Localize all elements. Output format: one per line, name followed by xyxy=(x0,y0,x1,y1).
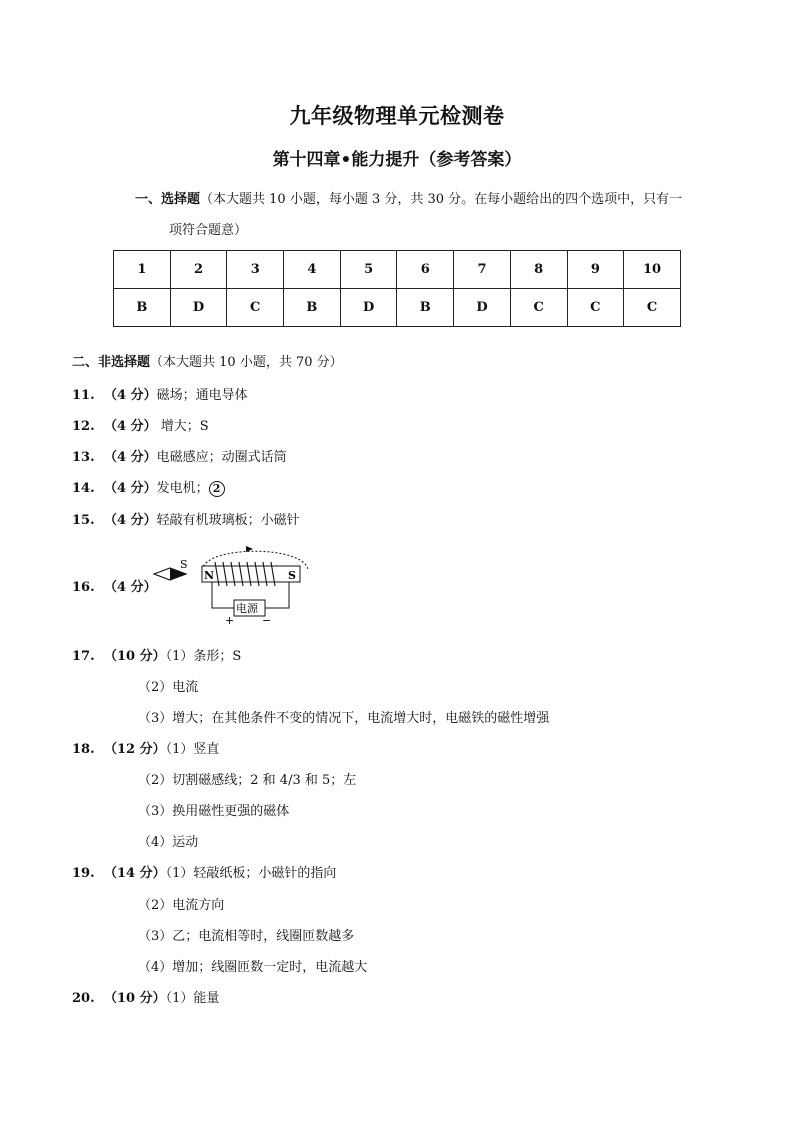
question-answer-part: （1）能量 xyxy=(165,991,220,1006)
question-answer-part: （1）竖直 xyxy=(165,742,220,757)
answer-table-answer-row xyxy=(114,289,681,327)
question-points: （14 分） xyxy=(104,866,166,881)
answer-table-number-row xyxy=(114,251,681,289)
table-cell-answer: B xyxy=(397,289,454,327)
question-points: （4 分） xyxy=(104,419,157,434)
question-number: 16. xyxy=(72,580,95,595)
question-answer: 电磁感应；动圈式话筒 xyxy=(156,450,287,465)
question-answer: 发电机； xyxy=(156,481,209,496)
question-number: 15. xyxy=(72,513,95,528)
answer-table xyxy=(113,250,681,327)
table-cell-answer: D xyxy=(340,289,397,327)
wire-left xyxy=(212,582,234,608)
table-cell-number: 5 xyxy=(340,251,397,289)
plus-terminal: + xyxy=(225,614,235,626)
answer-subpart: （4）增加；线圈匝数一定时，电流越大 xyxy=(138,960,368,975)
answer-item-20 xyxy=(72,987,219,1006)
question-number: 17. xyxy=(72,649,95,664)
table-cell-number: 8 xyxy=(510,251,567,289)
question-number: 12. xyxy=(72,419,95,434)
answer-subpart: （3）增大；在其他条件不变的情况下，电流增大时，电磁铁的磁性增强 xyxy=(138,711,550,726)
answer-item-11 xyxy=(72,384,248,403)
table-cell-answer: B xyxy=(284,289,341,327)
table-cell-number: 3 xyxy=(227,251,284,289)
question-answer: 轻敲有机玻璃板；小磁针 xyxy=(156,513,300,528)
answer-item-18 xyxy=(72,738,219,757)
wire-right xyxy=(265,582,289,608)
question-answer-part: （1）条形；S xyxy=(165,649,242,664)
question-answer-part: （1）轻敲纸板；小磁针的指向 xyxy=(165,866,337,881)
question-points: （4 分） xyxy=(104,388,157,403)
table-cell-number: 2 xyxy=(170,251,227,289)
electromagnet-diagram xyxy=(150,544,325,626)
question-number: 11. xyxy=(72,388,95,403)
table-cell-number: 4 xyxy=(284,251,341,289)
answer-item-14 xyxy=(72,477,225,497)
question-points: （12 分） xyxy=(104,742,166,757)
answer-subpart: （3）乙；电流相等时，线圈匝数越多 xyxy=(138,929,355,944)
table-cell-answer: C xyxy=(510,289,567,327)
coil-right-pole: S xyxy=(288,569,296,582)
section2-header xyxy=(72,351,343,370)
table-cell-number: 1 xyxy=(114,251,171,289)
section2-desc: （本大题共 10 小题，共 70 分） xyxy=(150,355,343,370)
answer-item-17 xyxy=(72,645,241,664)
question-number: 20. xyxy=(72,991,95,1006)
question-points: （4 分） xyxy=(104,580,157,595)
question-points: （4 分） xyxy=(104,513,157,528)
needle-pole-label: S xyxy=(180,558,188,571)
question-points: （4 分） xyxy=(104,450,157,465)
answer-item-13 xyxy=(72,446,287,465)
section1-desc-line2: 项符合题意） xyxy=(169,223,248,238)
section1-header xyxy=(135,184,735,246)
table-cell-number: 7 xyxy=(454,251,511,289)
question-points: （4 分） xyxy=(104,481,157,496)
answer-subpart: （2）切割磁感线；2 和 4/3 和 5；左 xyxy=(138,773,357,788)
table-cell-number: 10 xyxy=(624,251,681,289)
answer-item-12 xyxy=(72,415,209,434)
answer-item-16 xyxy=(72,576,157,595)
table-cell-answer: C xyxy=(227,289,284,327)
minus-terminal: − xyxy=(262,614,272,626)
table-cell-answer: D xyxy=(454,289,511,327)
table-cell-answer: B xyxy=(114,289,171,327)
answer-subpart: （2）电流方向 xyxy=(138,898,225,913)
question-number: 19. xyxy=(72,866,95,881)
table-cell-number: 9 xyxy=(567,251,624,289)
table-cell-number: 6 xyxy=(397,251,454,289)
answer-subpart: （3）换用磁性更强的磁体 xyxy=(138,804,290,819)
table-cell-answer: C xyxy=(624,289,681,327)
question-points: （10 分） xyxy=(104,991,166,1006)
question-number: 14. xyxy=(72,481,95,496)
section1-desc-line1: （本大题共 10 小题，每小题 3 分，共 30 分。在每小题给出的四个选项中，只有一 xyxy=(200,192,683,207)
answer-subpart: （4）运动 xyxy=(138,835,199,850)
circled-number: 2 xyxy=(209,481,225,497)
page-subtitle: 第十四章•能力提升（参考答案） xyxy=(272,150,522,170)
question-number: 18. xyxy=(72,742,95,757)
table-cell-answer: C xyxy=(567,289,624,327)
question-number: 13. xyxy=(72,450,95,465)
power-source-label: 电源 xyxy=(236,602,258,615)
answer-subpart: （2）电流 xyxy=(138,680,199,695)
section2-heading: 二、非选择题 xyxy=(72,355,151,370)
section1-heading: 一、选择题 xyxy=(135,192,201,207)
question-points: （10 分） xyxy=(104,649,166,664)
page-title: 九年级物理单元检测卷 xyxy=(289,103,505,128)
answer-item-19 xyxy=(72,862,336,881)
question-answer: 磁场；通电导体 xyxy=(156,388,248,403)
table-cell-answer: D xyxy=(170,289,227,327)
coil-left-pole: N xyxy=(204,569,215,582)
question-answer: 增大；S xyxy=(156,419,209,434)
answer-item-15 xyxy=(72,509,300,528)
